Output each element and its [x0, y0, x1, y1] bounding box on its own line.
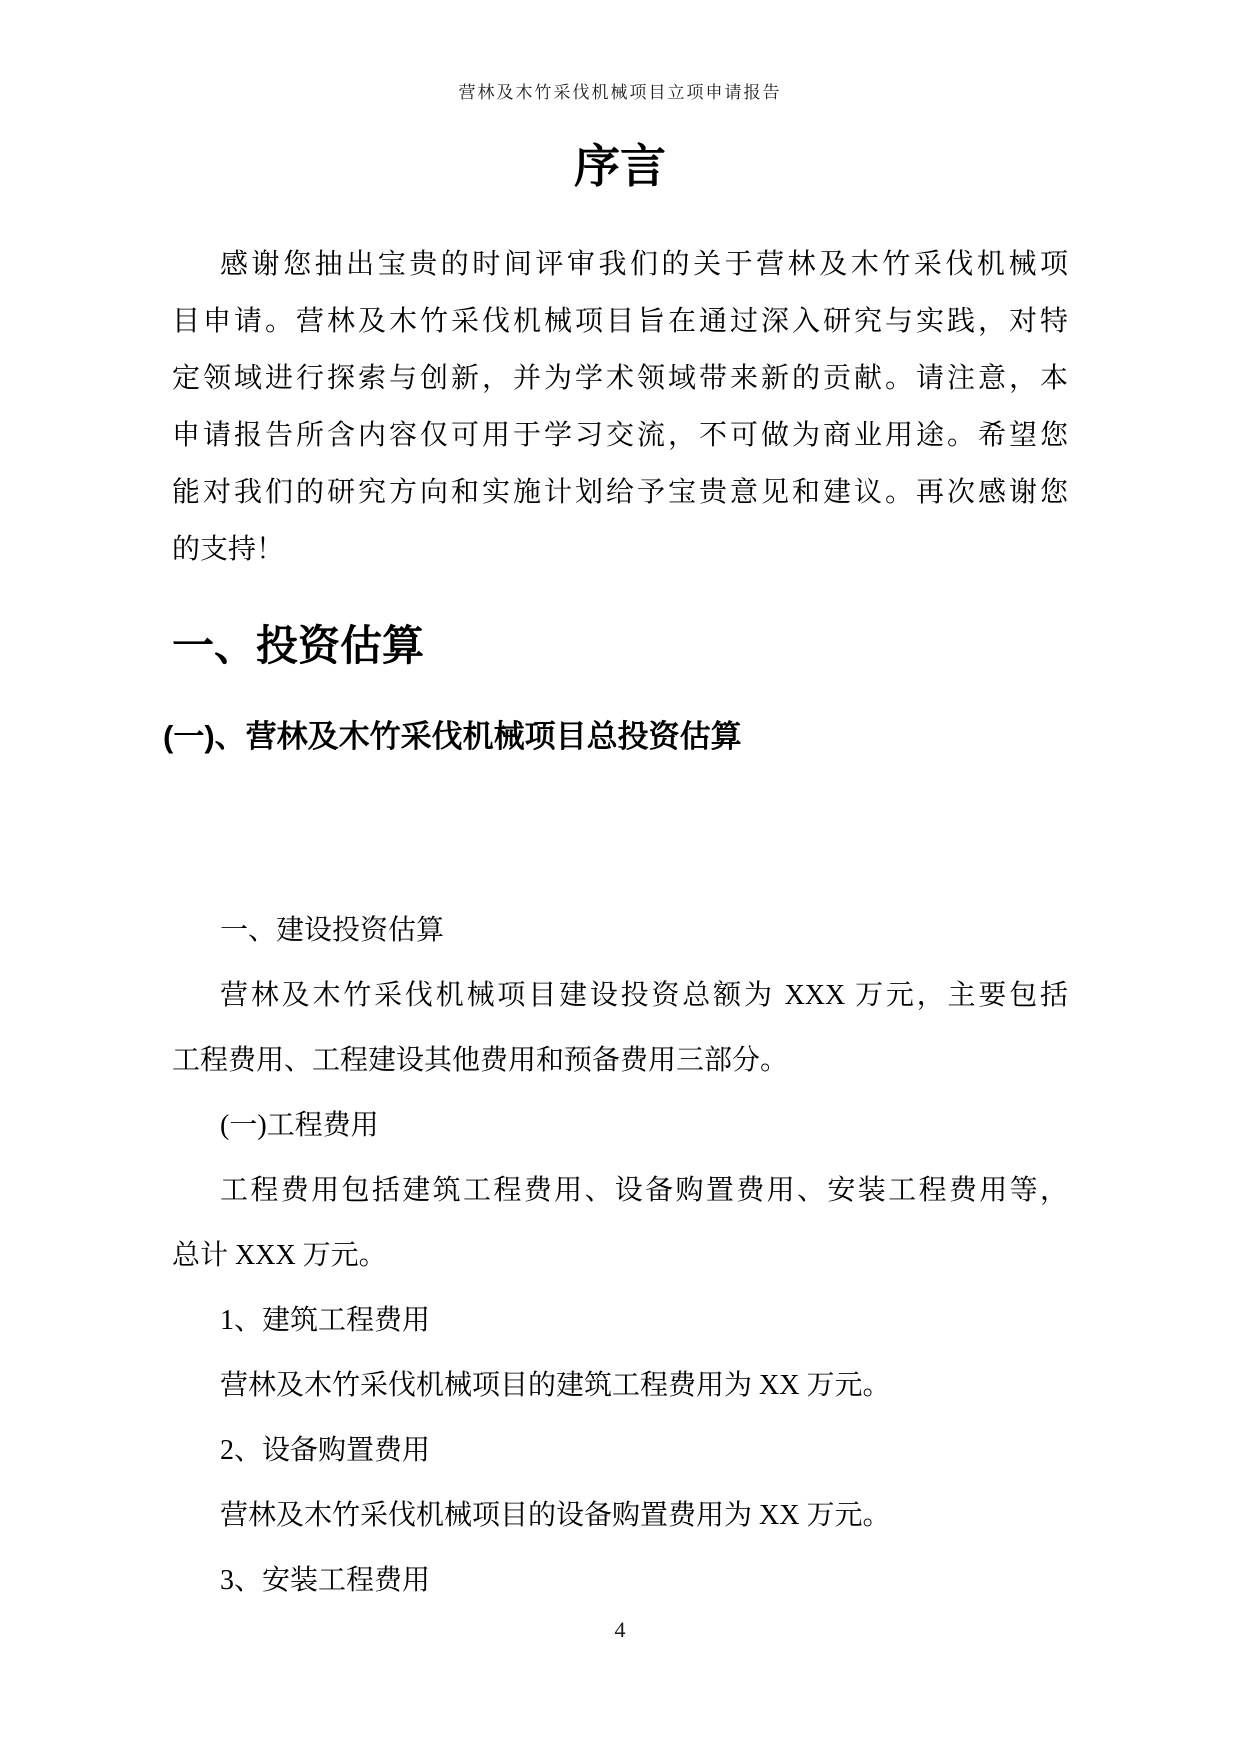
text-line: (一)工程费用: [220, 1110, 379, 1141]
page-number: 4: [614, 1617, 626, 1642]
section-heading-investment-estimate: 一、投资估算: [172, 622, 425, 669]
text-line: 定领域进行探索与创新，并为学术领域带来新的贡献。请注意，本: [172, 363, 1068, 394]
text-line: 能对我们的研究方向和实施计划给予宝贵意见和建议。再次感谢您: [172, 477, 1068, 508]
subsection-heading-total-investment: (一)、营林及木竹采伐机械项目总投资估算: [163, 719, 742, 754]
preface-paragraph: [172, 236, 1068, 578]
text-line: 营林及木竹采伐机械项目的设备购置费用为 XX 万元。: [220, 1500, 891, 1531]
text-line: 工程费用包括建筑工程费用、设备购置费用、安装工程费用等，: [220, 1175, 1068, 1206]
text-line: 申请报告所含内容仅可用于学习交流，不可做为商业用途。希望您: [172, 420, 1068, 451]
page-title: 序言: [574, 140, 666, 192]
running-header: 营林及木竹采伐机械项目立项申请报告: [458, 83, 782, 102]
text-line: 一、建设投资估算: [220, 915, 445, 946]
text-line: 2、设备购置费用: [220, 1435, 431, 1466]
text-line: 工程费用、工程建设其他费用和预备费用三部分。: [172, 1045, 789, 1076]
section-body: [172, 898, 1068, 1613]
text-line: 感谢您抽出宝贵的时间评审我们的关于营林及木竹采伐机械项: [220, 249, 1068, 280]
text-line: 总计 XXX 万元。: [172, 1240, 387, 1271]
text-line: 营林及木竹采伐机械项目建设投资总额为 XXX 万元，主要包括: [220, 980, 1068, 1011]
text-line: 3、安装工程费用: [220, 1565, 431, 1596]
text-line: 的支持！: [172, 534, 285, 565]
text-line: 目申请。营林及木竹采伐机械项目旨在通过深入研究与实践，对特: [172, 306, 1068, 337]
text-line: 营林及木竹采伐机械项目的建筑工程费用为 XX 万元。: [220, 1370, 891, 1401]
text-line: 1、建筑工程费用: [220, 1305, 431, 1336]
